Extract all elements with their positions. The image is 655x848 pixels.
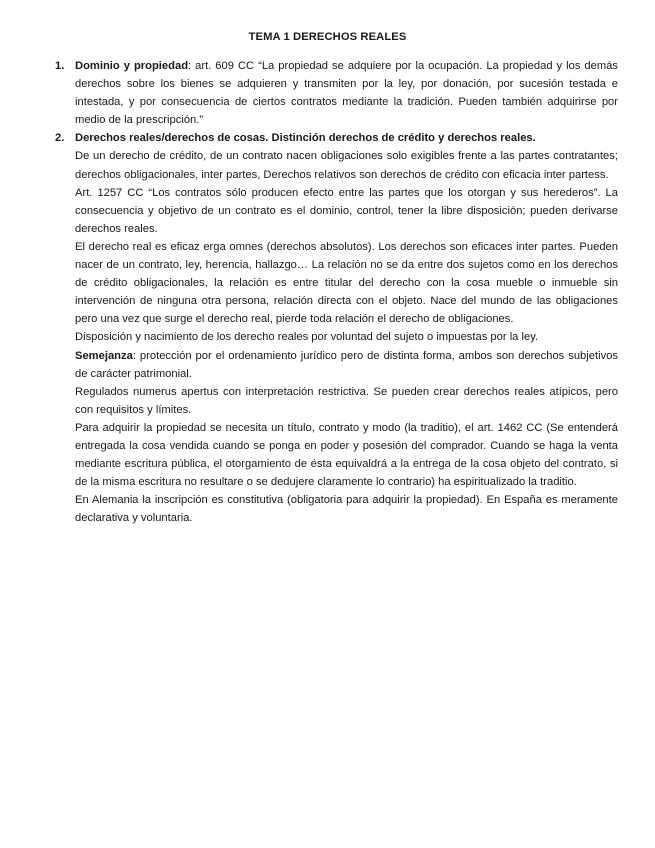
paragraph: Disposición y nacimiento de los derecho reales por voluntad del sujeto o impuestas por la ley. — [75, 331, 539, 344]
paragraph: El derecho real es eficaz erga omnes (derechos absolutos). Los derechos son eficaces inter partes. Pueden nacer de un contrato, ley, herencia, hallazgo… La relación no se da entre dos sujetos como en los derechos de crédito obligacionales, la relación es entre titular del derecho con la cosa mueble o inmueble sin intervención de ninguna otra persona, relación directa con el objeto. Nace del mundo de las obligaciones pero una vez que surge el derecho real, pierde toda relación el derecho de obligaciones. — [75, 240, 618, 326]
paragraph: Regulados numerus apertus con interpretación restrictiva. Se pueden crear derechos reales atípicos, pero con requisitos y límites. — [75, 385, 618, 416]
list-item — [0, 129, 655, 527]
paragraph: Para adquirir la propiedad se necesita un título, contrato y modo (la traditio), el art. 1462 CC (Se entenderá entregada la cosa vendida cuando se ponga en poder y posesión del comprador. Cuando se haga la venta mediante escritura pública, el otorgamiento de ésta equivaldrá a la entrega de la cosa objeto del contrato, si de la misma escritura no resultare o se dedujere claramente lo contrario) ha espiritualizado la traditio. — [75, 421, 618, 489]
numbered-list — [0, 57, 655, 527]
paragraph — [75, 347, 618, 383]
paragraph: De un derecho de crédito, de un contrato nacen obligaciones solo exigibles frente a las partes contratantes; derechos obligacionales, inter partes, Derechos relativos son derechos de crédito con eficacia inter partess. — [75, 150, 618, 181]
semejanza-label: Semejanza — [75, 349, 133, 362]
document-title: TEMA 1 DERECHOS REALES — [248, 31, 407, 43]
paragraph: Art. 1257 CC “Los contratos sólo producen efecto entre las partes que los otorgan y sus herederos”. La consecuencia y objetivo de un contrato es el dominio, control, tener la libre disposición; pueden derivarse derechos reales. — [75, 186, 618, 235]
paragraph: En Alemania la inscripción es constitutiva (obligatoria para adquirir la propiedad). En España es meramente declarativa y voluntaria. — [75, 494, 618, 525]
section-heading: Dominio y propiedad — [75, 60, 189, 72]
paragraph-text: : art. 609 CC “La propiedad se adquiere por la ocupación. La propiedad y los demás derechos sobre los bienes se adquieren y transmiten por la ley, por donación, por sucesión testada e intestada, y por consecuencia de ciertos contratos mediante la tradición. Pueden también adquirirse por medio de la prescripción.” — [75, 60, 618, 127]
list-number: 2. — [55, 132, 65, 145]
section-heading: Derechos reales/derechos de cosas. Distinción derechos de crédito y derechos reales. — [75, 132, 536, 145]
paragraph — [75, 57, 618, 129]
paragraph-text: : protección por el ordenamiento jurídico pero de distinta forma, ambos son derechos subjetivos de carácter patrimonial. — [75, 349, 618, 380]
list-number: 1. — [55, 60, 65, 72]
list-item — [0, 57, 655, 129]
